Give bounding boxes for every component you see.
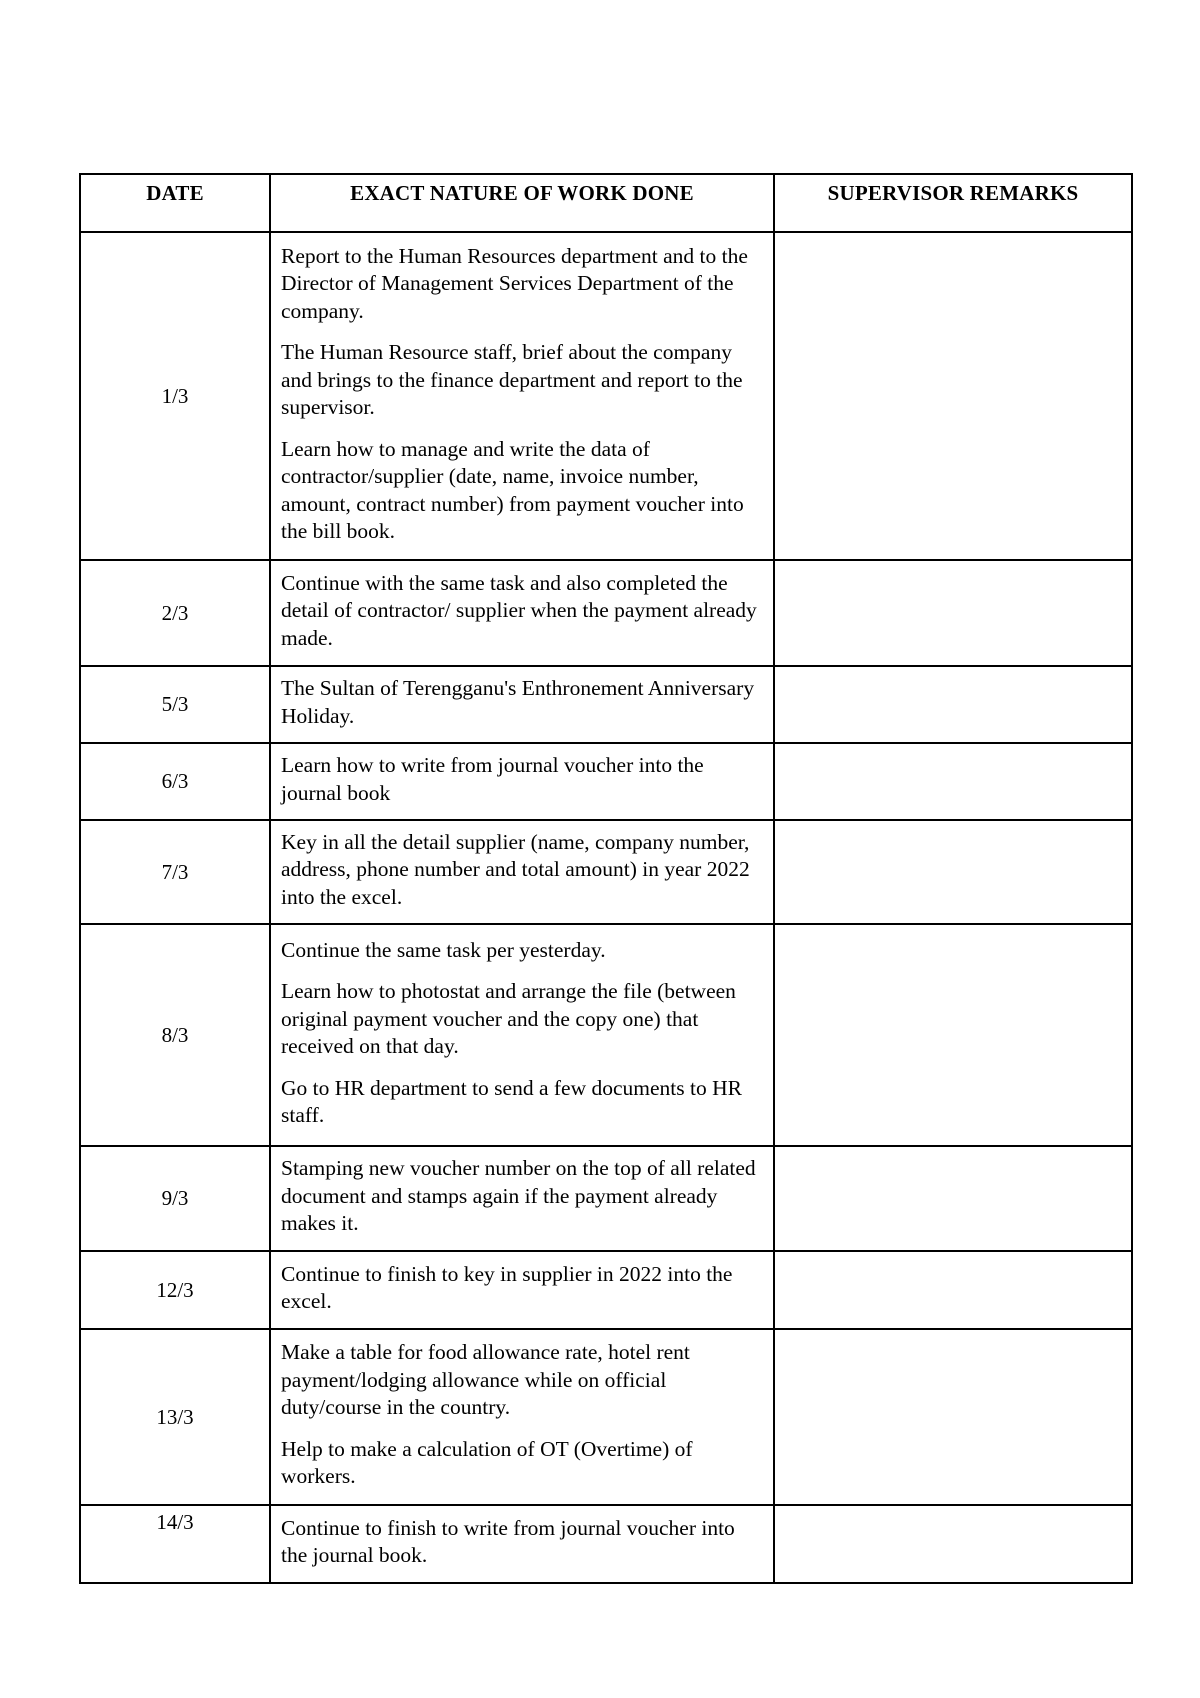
table-row <box>80 666 1132 743</box>
date-cell: 9/3 <box>80 1146 270 1251</box>
work-paragraph: Learn how to photostat and arrange the file (between original payment voucher and the copy one) that received on that day. <box>281 979 736 1058</box>
remarks-cell <box>774 1329 1132 1505</box>
work-cell <box>270 1251 774 1329</box>
table-row <box>80 1329 1132 1505</box>
remarks-cell <box>774 560 1132 666</box>
remarks-cell <box>774 820 1132 924</box>
header-date: DATE <box>80 174 270 232</box>
work-paragraph: Help to make a calculation of OT (Overtime) of workers. <box>281 1436 693 1489</box>
date-cell: 12/3 <box>80 1251 270 1329</box>
date-cell: 14/3 <box>80 1505 270 1583</box>
work-paragraph: Key in all the detail supplier (name, company number, address, phone number and total amount) in year 2022 into the excel. <box>281 829 750 909</box>
table-row <box>80 820 1132 924</box>
date-cell: 7/3 <box>80 820 270 924</box>
table-row <box>80 232 1132 560</box>
remarks-cell <box>774 1505 1132 1583</box>
table-row <box>80 1505 1132 1583</box>
work-paragraph: Continue to finish to key in supplier in 2022 into the excel. <box>281 1261 733 1313</box>
remarks-cell <box>774 666 1132 743</box>
work-paragraph: Report to the Human Resources department and to the Director of Management Services Department of the company. <box>281 243 748 323</box>
remarks-cell <box>774 743 1132 820</box>
table-row <box>80 924 1132 1146</box>
header-work-done: EXACT NATURE OF WORK DONE <box>270 174 774 232</box>
remarks-cell <box>774 1146 1132 1251</box>
date-cell: 6/3 <box>80 743 270 820</box>
work-cell <box>270 1146 774 1251</box>
remarks-cell <box>774 1251 1132 1329</box>
work-paragraph: Continue to finish to write from journal voucher into the journal book. <box>281 1515 735 1567</box>
work-cell <box>270 743 774 820</box>
table-header-row <box>80 174 1132 232</box>
work-paragraph: Continue the same task per yesterday. <box>281 937 606 962</box>
table-row <box>80 1251 1132 1329</box>
work-paragraph: Learn how to write from journal voucher into the journal book <box>281 753 704 805</box>
work-paragraph: The Sultan of Terengganu's Enthronement Anniversary Holiday. <box>281 676 755 728</box>
table-row <box>80 743 1132 820</box>
header-supervisor-remarks: SUPERVISOR REMARKS <box>774 174 1132 232</box>
work-paragraph: Stamping new voucher number on the top of all related document and stamps again if the payment already makes it. <box>281 1156 756 1236</box>
work-cell <box>270 1505 774 1583</box>
work-paragraph: Learn how to manage and write the data of contractor/supplier (date, name, invoice number, amount, contract number) from payment voucher into the bill book. <box>281 436 744 543</box>
work-cell <box>270 820 774 924</box>
work-log-table <box>79 173 1133 1584</box>
work-paragraph: The Human Resource staff, brief about the company and brings to the finance department and report to the supervisor. <box>281 340 743 419</box>
work-paragraph: Make a table for food allowance rate, hotel rent payment/lodging allowance while on official duty/course in the country. <box>281 1340 690 1420</box>
work-cell <box>270 1329 774 1505</box>
table-row <box>80 1146 1132 1251</box>
date-cell: 8/3 <box>80 924 270 1146</box>
work-paragraph: Continue with the same task and also completed the detail of contractor/ supplier when the payment already made. <box>281 570 757 650</box>
table-row <box>80 560 1132 666</box>
work-cell <box>270 666 774 743</box>
date-cell: 5/3 <box>80 666 270 743</box>
remarks-cell <box>774 924 1132 1146</box>
date-cell: 13/3 <box>80 1329 270 1505</box>
remarks-cell <box>774 232 1132 560</box>
work-cell <box>270 924 774 1146</box>
work-cell <box>270 232 774 560</box>
date-cell: 1/3 <box>80 232 270 560</box>
work-cell <box>270 560 774 666</box>
date-cell: 2/3 <box>80 560 270 666</box>
work-paragraph: Go to HR department to send a few documents to HR staff. <box>281 1075 742 1127</box>
